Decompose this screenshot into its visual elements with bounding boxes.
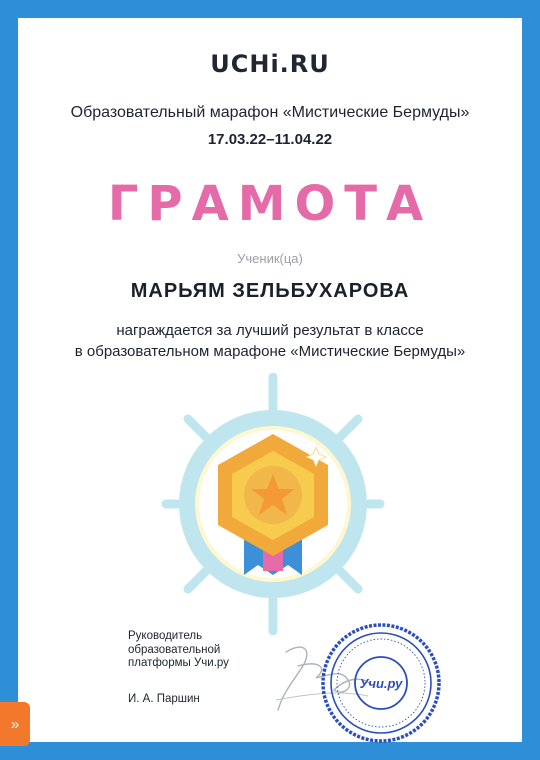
official-seal	[318, 620, 444, 746]
award-line-2: в образовательном марафоне «Мистические Бермуды»	[74, 343, 466, 360]
certificate-title: ГРАМОТА	[107, 176, 433, 232]
marathon-dates: 17.03.22–11.04.22	[207, 131, 333, 148]
chevrons-right-icon[interactable]: »	[0, 702, 30, 746]
student-label: Ученик(ца)	[237, 251, 303, 266]
ship-wheel-medal-illustration	[160, 373, 386, 635]
seal-center-text: Учи.ру	[359, 676, 403, 691]
student-name: МАРЬЯМ ЗЕЛЬБУХАРОВА	[130, 280, 410, 302]
award-text	[18, 320, 522, 362]
certificate-sheet	[18, 18, 522, 742]
marathon-title: Образовательный марафон «Мистические Бермуды»	[70, 104, 470, 121]
uchi-logo: UCHi.RU	[210, 50, 330, 78]
signer-name: И. А. Паршин	[128, 693, 200, 705]
signer-role: Руководитель образовательной платформы Учи.ру	[128, 630, 229, 669]
award-line-1: награждается за лучший результат в классе	[116, 322, 424, 339]
